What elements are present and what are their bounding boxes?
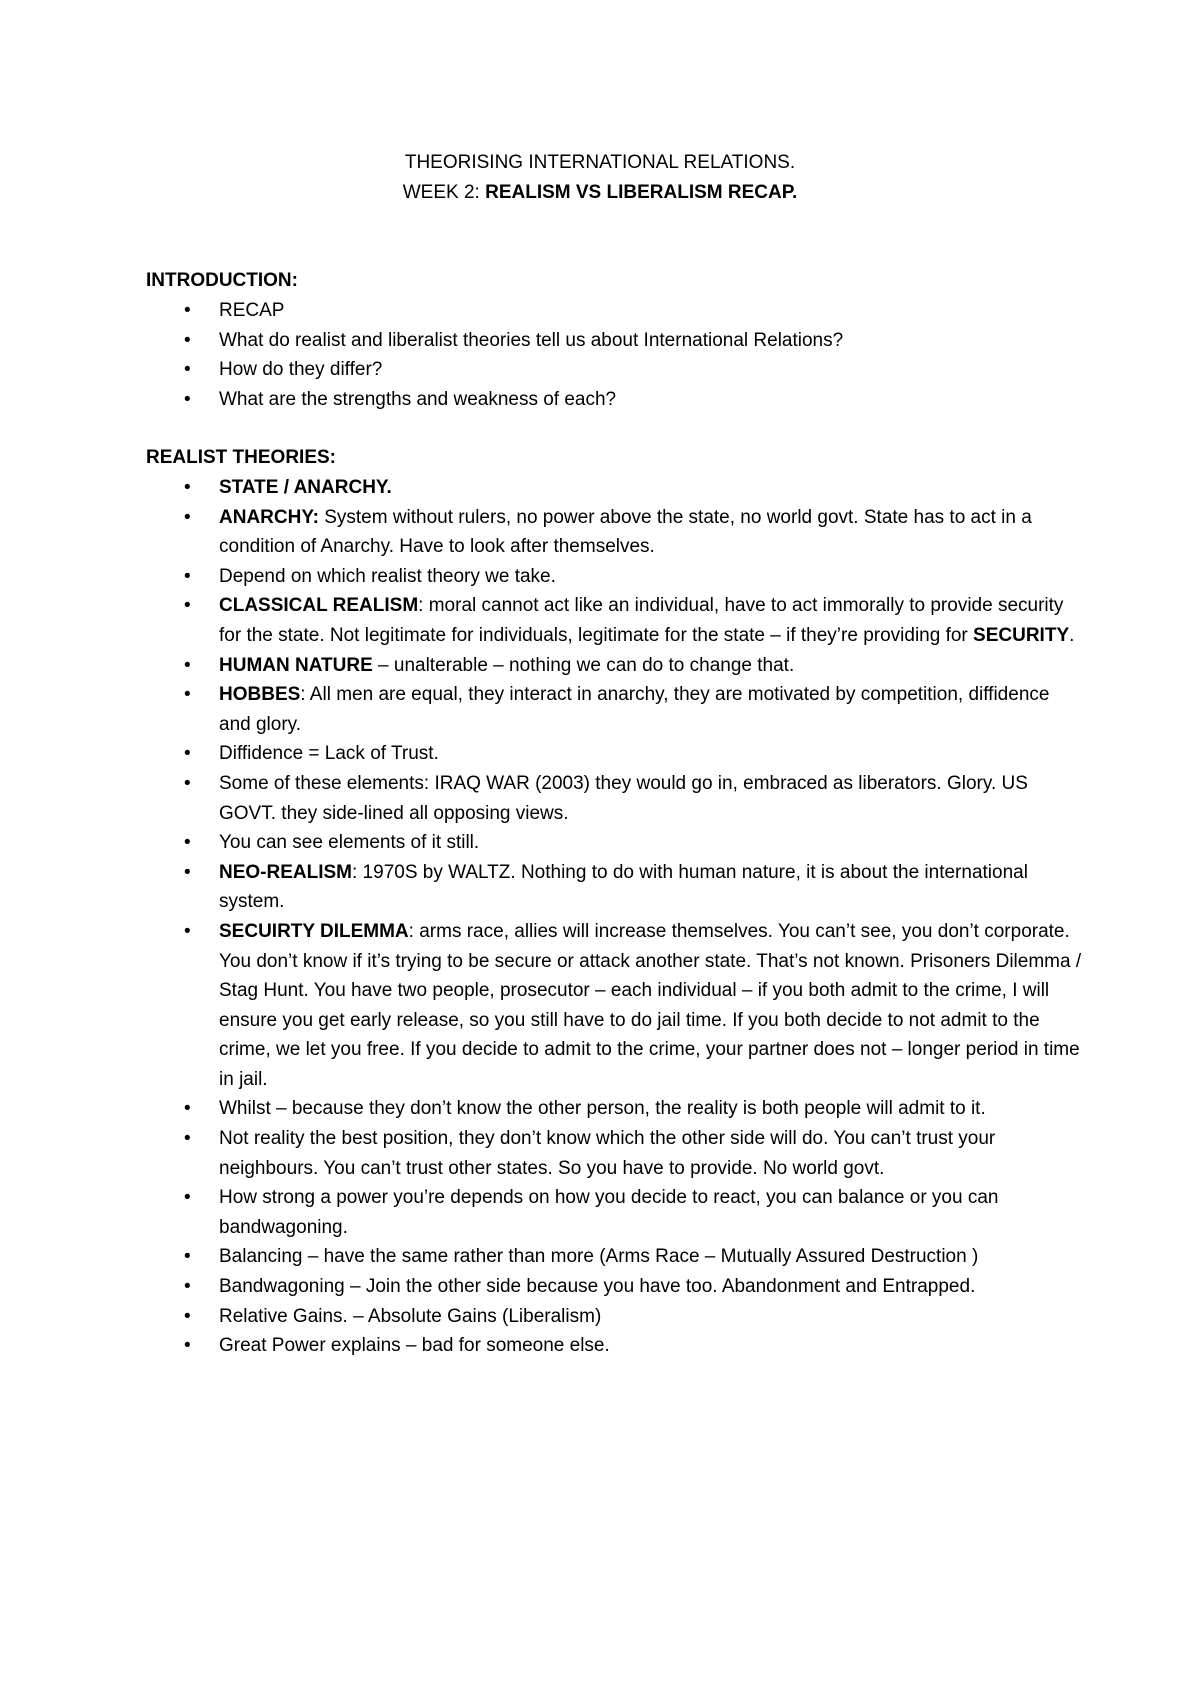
introduction-list [146, 296, 1086, 414]
list-item: • ANARCHY: System without rulers, no power above the state, no world govt. State has to act in a condition of Anarchy. Have to look after themselves. [146, 503, 1086, 562]
list-item: • Great Power explains – bad for someone else. [146, 1331, 1086, 1361]
list-item: • RECAP [146, 296, 1086, 326]
list-item: • How strong a power you’re depends on how you decide to react, you can balance or you can bandwagoning. [146, 1183, 1086, 1242]
list-item: • You can see elements of it still. [146, 828, 1086, 858]
list-item: • What do realist and liberalist theories tell us about International Relations? [146, 326, 1086, 356]
document-title: THEORISING INTERNATIONAL RELATIONS. [404, 152, 796, 173]
list-item: • How do they differ? [146, 355, 1086, 385]
realist-heading: REALIST THEORIES: [146, 447, 337, 468]
introduction-heading: INTRODUCTION: [146, 270, 298, 291]
list-item: • HUMAN NATURE – unalterable – nothing we can do to change that. [146, 651, 1086, 681]
list-item: • Balancing – have the same rather than more (Arms Race – Mutually Assured Destruction ) [146, 1242, 1086, 1272]
list-item: • Whilst – because they don’t know the other person, the reality is both people will admit to it. [146, 1094, 1086, 1124]
list-item: • CLASSICAL REALISM: moral cannot act like an individual, have to act immorally to provide security for the state. Not legitimate for individuals, legitimate for the state – if they’re providing for SECURITY. [146, 591, 1086, 650]
list-item: • STATE / ANARCHY. [146, 473, 1086, 503]
list-item: • Some of these elements: IRAQ WAR (2003) they would go in, embraced as liberators. Glory. US GOVT. they side-lined all opposing views. [146, 769, 1086, 828]
list-item: • Diffidence = Lack of Trust. [146, 739, 1086, 769]
week-topic: REALISM VS LIBERALISM RECAP. [485, 182, 798, 203]
realist-list [146, 473, 1086, 1361]
list-item: • Bandwagoning – Join the other side because you have too. Abandonment and Entrapped. [146, 1272, 1086, 1302]
list-item: • What are the strengths and weakness of each? [146, 385, 1086, 415]
list-item: • HOBBES: All men are equal, they interact in anarchy, they are motivated by competition, diffidence and glory. [146, 680, 1086, 739]
list-item: • NEO-REALISM: 1970S by WALTZ. Nothing to do with human nature, it is about the international system. [146, 858, 1086, 917]
introduction-section [146, 266, 1086, 414]
realist-section [146, 443, 1086, 1361]
list-item: • SECUIRTY DILEMMA: arms race, allies will increase themselves. You can’t see, you don’t corporate. You don’t know if it’s trying to be secure or attack another state. That’s not known. Prisoners Dilemma / Stag Hunt. You have two people, prosecutor – each individual – if you both admit to the crime, I will ensure you get early release, so you still have to do jail time. If you both decide to not admit to the crime, we let you free. If you decide to admit to the crime, your partner does not – longer period in time in jail. [146, 917, 1086, 1095]
week-label: WEEK 2: [402, 182, 486, 203]
list-item: • Not reality the best position, they don’t know which the other side will do. You can’t trust your neighbours. You can’t trust other states. So you have to provide. No world govt. [146, 1124, 1086, 1183]
document-header [0, 148, 1200, 208]
document-subtitle [0, 178, 1200, 208]
list-item: • Relative Gains. – Absolute Gains (Liberalism) [146, 1302, 1086, 1332]
list-item: • Depend on which realist theory we take. [146, 562, 1086, 592]
